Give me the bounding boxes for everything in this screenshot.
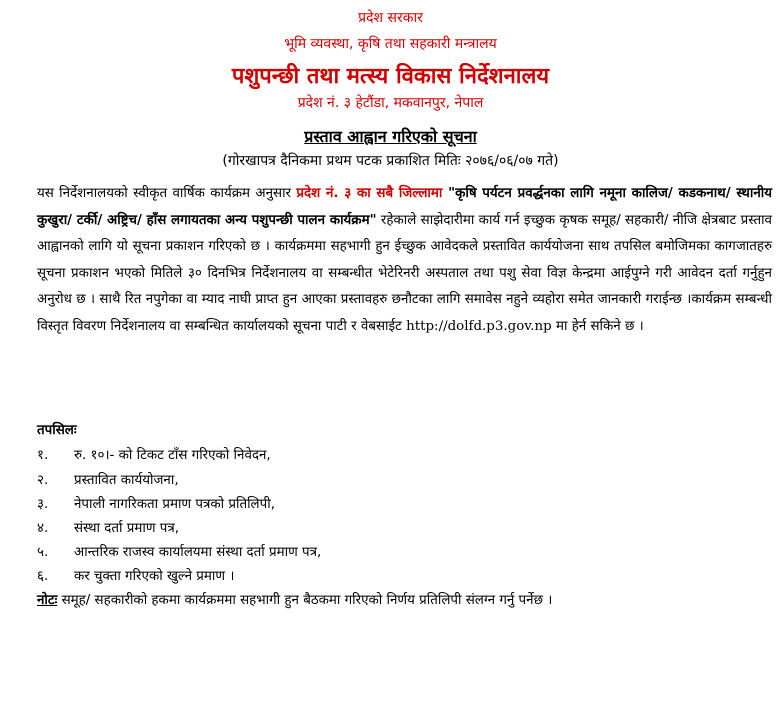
- list-item: [37, 518, 179, 536]
- body-end: मा हेर्न सकिने छ ।: [551, 318, 644, 334]
- notice-body: [37, 181, 772, 340]
- list-item: [37, 445, 271, 463]
- tapsil-heading: तपसिलः: [37, 423, 77, 438]
- list-item-number: ३.: [37, 497, 49, 512]
- ministry-heading: भूमि व्यवस्था, कृषि तथा सहकारी मन्त्रालय: [284, 36, 497, 52]
- list-item-text: कर चुक्ता गरिएको खुल्ने प्रमाण ।: [74, 569, 235, 584]
- list-item: [37, 566, 234, 584]
- list-item: [37, 494, 275, 512]
- list-item: [37, 470, 179, 488]
- program-title: "कृषि पर्यटन प्रवर्द्धनका लागि नमूना कालिज/ कडकनाथ/ स्थानीय कुखुरा/ टर्की/ अष्ट्रिच/ हाँस लगायतका अन्य पशुपन्छी पालन कार्यक्रम": [37, 186, 772, 228]
- notice-title: प्रस्ताव आह्वान गरिएको सूचना: [304, 127, 477, 146]
- website-link[interactable]: http://dolfd.p3.gov.np: [406, 318, 552, 334]
- list-item-text: रु. १०।- को टिकट टाँस गरिएको निवेदन,: [74, 448, 271, 463]
- list-item-text: संस्था दर्ता प्रमाण पत्र,: [74, 521, 180, 536]
- list-item-text: प्रस्तावित कार्ययोजना,: [74, 473, 179, 488]
- list-item-number: १.: [37, 448, 49, 463]
- province-highlight: प्रदेश नं. ३ का सबै जिल्लामा: [296, 186, 443, 201]
- list-item: [37, 542, 321, 560]
- list-item-number: २.: [37, 473, 49, 488]
- body-intro: यस निर्देशनालयको स्वीकृत वार्षिक कार्यक्रम अनुसार: [37, 186, 297, 201]
- list-item-number: ४.: [37, 521, 49, 536]
- body-main: रहेकाले साझेदारीमा कार्य गर्न इच्छुक कृषक समूह/ सहकारी/ नीजि क्षेत्रबाट प्रस्ताव आह्वानको लागि यो सूचना प्रकाशन गरिएको छ । कार्यक्रममा सहभागी हुन ईच्छुक आवेदकले प्रस्तावित कार्ययोजना साथ तपसिल बमोजिमका कागजातहरु सूचना प्रकाशन भएको मितिले ३० दिनभित्र निर्देशनालय वा सम्बन्धीत भेटेरिनरी अस्पताल तथा पशु सेवा विज्ञ केन्द्रमा आईपुग्ने गरी आवेदन दर्ता गर्नुहुन अनुरोध छ । साथै रित नपुगेका वा म्याद नाघी प्राप्त हुन आएका प्रस्तावहरु छनौटका लागि समावेस नहुने व्यहोरा समेत जानकारी गराईन्छ ।कार्यक्रम सम्बन्धी विस्तृत विवरण निर्देशनालय वा सम्बन्धित कार्यालयको सूचना पाटी र वेबसाईट: [37, 212, 772, 334]
- government-heading: प्रदेश सरकार: [358, 10, 423, 26]
- list-item-text: आन्तरिक राजस्व कार्यालयमा संस्था दर्ता प्रमाण पत्र,: [74, 545, 322, 560]
- address-line: प्रदेश नं. ३ हेटौंडा, मकवानपुर, नेपाल: [297, 95, 484, 111]
- list-item-text: नेपाली नागरिकता प्रमाण पत्रको प्रतिलिपी,: [74, 497, 275, 512]
- list-item-number: ५.: [37, 545, 49, 560]
- note-text: समूह/ सहकारीको हकमा कार्यक्रममा सहभागी हुन बैठकमा गरिएको निर्णय प्रतिलिपी संलग्न गर्नु पर्नेछ ।: [57, 593, 553, 608]
- publication-note: (गोरखापत्र दैनिकमा प्रथम पटक प्रकाशित मितिः २०७६/०६/०७ गते): [222, 153, 559, 169]
- directorate-heading: पशुपन्छी तथा मत्स्य विकास निर्देशनालय: [231, 64, 550, 89]
- list-item-number: ६.: [37, 569, 49, 584]
- note: [37, 590, 552, 608]
- note-label: नोटः: [37, 593, 58, 608]
